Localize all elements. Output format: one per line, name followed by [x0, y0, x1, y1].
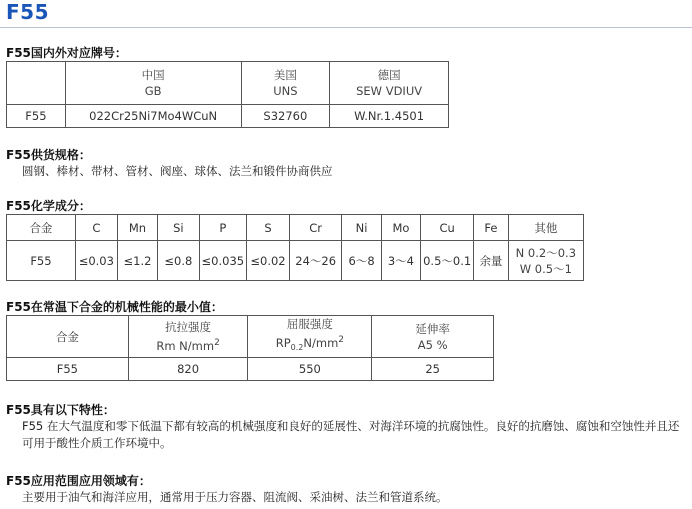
table-cell: W.Nr.1.4501	[330, 105, 449, 128]
designations-header-cell: 中国 GB	[65, 62, 241, 105]
mechanical-table	[6, 315, 494, 381]
table-header-cell: P	[199, 215, 247, 241]
other-element-n: N 0.2～0.3	[515, 245, 577, 260]
page-title: F55	[6, 0, 49, 24]
table-header-cell: S	[247, 215, 290, 241]
table-cell: 550	[248, 358, 372, 381]
table-header-cell: 合金	[7, 215, 76, 241]
supply-heading: F55供货规格：	[6, 148, 91, 162]
table-cell: 820	[128, 358, 248, 381]
title-divider	[0, 27, 692, 28]
table-cell: F55	[7, 358, 129, 381]
table-cell: 25	[372, 358, 494, 381]
table-cell: F55	[7, 105, 66, 128]
designations-header-cell: 美国 UNS	[241, 62, 330, 105]
table-header-cell: 合金	[7, 316, 129, 358]
table-cell: 0.5～0.1	[421, 241, 474, 281]
table-header-cell: 其他	[508, 215, 583, 241]
designations-header-row	[7, 62, 449, 105]
table-header-cell: C	[75, 215, 117, 241]
table-header-cell: Mo	[381, 215, 420, 241]
supply-text: 圆钢、棒材、带材、管材、阀座、球体、法兰和锻件协商供应	[22, 164, 333, 178]
table-cell: S32760	[241, 105, 330, 128]
mechanical-header-row	[7, 316, 494, 358]
table-cell-other	[508, 241, 583, 281]
table-header-cell: 抗拉强度 Rm $N/mm^2$	[128, 316, 248, 358]
table-cell: 余量	[474, 241, 509, 281]
table-header-cell: 延伸率 A5 %	[372, 316, 494, 358]
table-header-cell: Ni	[342, 215, 381, 241]
table-header-cell: Si	[158, 215, 199, 241]
table-cell: ≤0.02	[247, 241, 290, 281]
table-header-cell: Mn	[117, 215, 157, 241]
properties-heading: F55具有以下特性：	[6, 403, 115, 417]
table-cell: F55	[7, 241, 76, 281]
designations-header-empty	[7, 62, 66, 105]
composition-header-row	[7, 215, 584, 241]
designations-table	[6, 61, 449, 128]
table-row	[7, 358, 494, 381]
applications-text: 主要用于油气和海洋应用，通常用于压力容器、阻流阀、采油树、法兰和管道系统。	[22, 490, 448, 504]
table-cell: 6～8	[342, 241, 381, 281]
table-cell: ≤1.2	[117, 241, 157, 281]
table-cell: ≤0.035	[199, 241, 247, 281]
table-header-cell: Cu	[421, 215, 474, 241]
designations-heading: F55国内外对应牌号：	[6, 46, 127, 60]
table-header-cell: Cr	[289, 215, 341, 241]
properties-text: F55 在大气温度和零下低温下都有较高的机械强度和良好的延展性、对海洋环境的抗腐蚀性。良好的抗磨蚀、腐蚀和空蚀性并且还可用于酸性介质工作环境中。	[22, 419, 680, 450]
table-cell: ≤0.8	[158, 241, 199, 281]
designations-header-cell: 德国 SEW VDIUV	[330, 62, 449, 105]
table-header-cell: Fe	[474, 215, 509, 241]
table-cell: 022Cr25Ni7Mo4WCuN	[65, 105, 241, 128]
other-element-w: W 0.5～1	[519, 261, 572, 276]
composition-heading: F55化学成分：	[6, 199, 91, 213]
applications-heading: F55应用范围应用领域有：	[6, 474, 151, 488]
composition-table	[6, 214, 584, 281]
table-row	[7, 241, 584, 281]
table-cell: ≤0.03	[75, 241, 117, 281]
table-row	[7, 105, 449, 128]
table-header-cell: 屈服强度 $RP_{0.2}N/mm^2$	[248, 316, 372, 358]
mechanical-heading: F55在常温下合金的机械性能的最小值：	[6, 300, 223, 314]
table-cell: 3～4	[381, 241, 420, 281]
table-cell: 24～26	[289, 241, 341, 281]
